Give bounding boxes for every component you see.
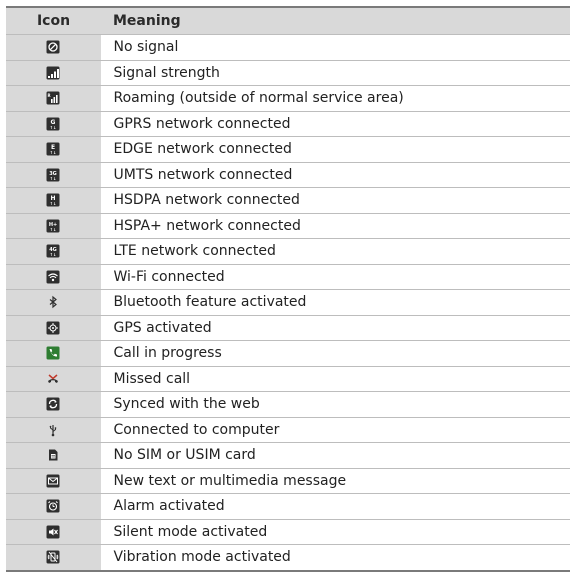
icon-cell (6, 162, 101, 188)
meaning-cell: GPS activated (101, 315, 570, 341)
meaning-cell: GPRS network connected (101, 111, 570, 137)
icon-cell (6, 86, 101, 112)
icon-cell (6, 519, 101, 545)
no-signal-icon (46, 40, 60, 54)
table-row (6, 366, 570, 392)
meaning-cell: No signal (101, 35, 570, 61)
svg-text:H+: H+ (49, 221, 58, 228)
no-sim-icon (46, 448, 60, 462)
meaning-cell: Signal strength (101, 60, 570, 86)
svg-text:↑↓: ↑↓ (49, 150, 57, 156)
icon-cell (6, 213, 101, 239)
sync-icon (46, 397, 60, 411)
table-row (6, 315, 570, 341)
missed-call-icon (46, 372, 60, 386)
table-row (6, 35, 570, 61)
table-header-row (6, 7, 570, 35)
silent-mode-icon (46, 525, 60, 539)
umts-icon (46, 168, 60, 182)
roaming-icon (46, 91, 60, 105)
table-row (6, 111, 570, 137)
meaning-cell: Alarm activated (101, 494, 570, 520)
svg-text:3G: 3G (49, 170, 58, 177)
table-row (6, 60, 570, 86)
icon-cell (6, 239, 101, 265)
hsdpa-icon (46, 193, 60, 207)
icon-cell (6, 188, 101, 214)
icon-cell (6, 264, 101, 290)
icon-cell (6, 60, 101, 86)
table-row (6, 188, 570, 214)
gprs-icon (46, 117, 60, 131)
table-row (6, 341, 570, 367)
icon-cell (6, 290, 101, 316)
icon-cell (6, 137, 101, 163)
edge-icon (46, 142, 60, 156)
svg-text:G: G (50, 118, 56, 126)
table-row (6, 545, 570, 571)
signal-strength-icon (46, 66, 60, 80)
table-row (6, 137, 570, 163)
gps-icon (46, 321, 60, 335)
svg-text:H: H (50, 195, 56, 203)
svg-text:↑↓: ↑↓ (49, 175, 57, 181)
table-row (6, 290, 570, 316)
icon-cell (6, 392, 101, 418)
icon-cell (6, 366, 101, 392)
table-row (6, 213, 570, 239)
svg-text:R: R (47, 93, 51, 99)
usb-icon (46, 423, 60, 437)
svg-text:4G: 4G (49, 247, 58, 254)
icon-cell (6, 468, 101, 494)
icon-cell (6, 494, 101, 520)
meaning-cell: Connected to computer (101, 417, 570, 443)
wifi-icon (46, 270, 60, 284)
icon-cell (6, 341, 101, 367)
table-row (6, 264, 570, 290)
hspa-plus-icon (46, 219, 60, 233)
table-row (6, 239, 570, 265)
icon-cell (6, 111, 101, 137)
vibration-mode-icon (46, 550, 60, 564)
meaning-cell: New text or multimedia message (101, 468, 570, 494)
icon-cell (6, 545, 101, 571)
meaning-cell: Wi-Fi connected (101, 264, 570, 290)
meaning-cell: Roaming (outside of normal service area) (101, 86, 570, 112)
meaning-cell: No SIM or USIM card (101, 443, 570, 469)
meaning-cell: UMTS network connected (101, 162, 570, 188)
meaning-cell: EDGE network connected (101, 137, 570, 163)
status-icons-table (6, 6, 570, 572)
table-row (6, 443, 570, 469)
table-row (6, 86, 570, 112)
meaning-column-header: Meaning (101, 7, 570, 35)
meaning-cell: Bluetooth feature activated (101, 290, 570, 316)
svg-text:↑↓: ↑↓ (49, 201, 57, 207)
meaning-cell: Call in progress (101, 341, 570, 367)
alarm-icon (46, 499, 60, 513)
svg-text:E: E (51, 144, 56, 152)
svg-text:↑↓: ↑↓ (49, 124, 57, 130)
call-in-progress-icon (46, 346, 60, 360)
status-icons-table-wrapper (6, 6, 570, 572)
table-row (6, 494, 570, 520)
meaning-cell: Synced with the web (101, 392, 570, 418)
icon-cell (6, 315, 101, 341)
svg-text:↑↓: ↑↓ (49, 252, 57, 258)
meaning-cell: LTE network connected (101, 239, 570, 265)
icon-cell (6, 417, 101, 443)
meaning-cell: Silent mode activated (101, 519, 570, 545)
icon-cell (6, 35, 101, 61)
table-row (6, 417, 570, 443)
message-icon (46, 474, 60, 488)
bluetooth-icon (46, 295, 60, 309)
table-row (6, 468, 570, 494)
lte-icon (46, 244, 60, 258)
meaning-cell: Missed call (101, 366, 570, 392)
svg-text:↑↓: ↑↓ (49, 226, 57, 232)
meaning-cell: HSDPA network connected (101, 188, 570, 214)
table-row (6, 392, 570, 418)
table-row (6, 519, 570, 545)
icon-column-header: Icon (6, 7, 101, 35)
meaning-cell: HSPA+ network connected (101, 213, 570, 239)
table-row (6, 162, 570, 188)
meaning-cell: Vibration mode activated (101, 545, 570, 571)
icon-cell (6, 443, 101, 469)
